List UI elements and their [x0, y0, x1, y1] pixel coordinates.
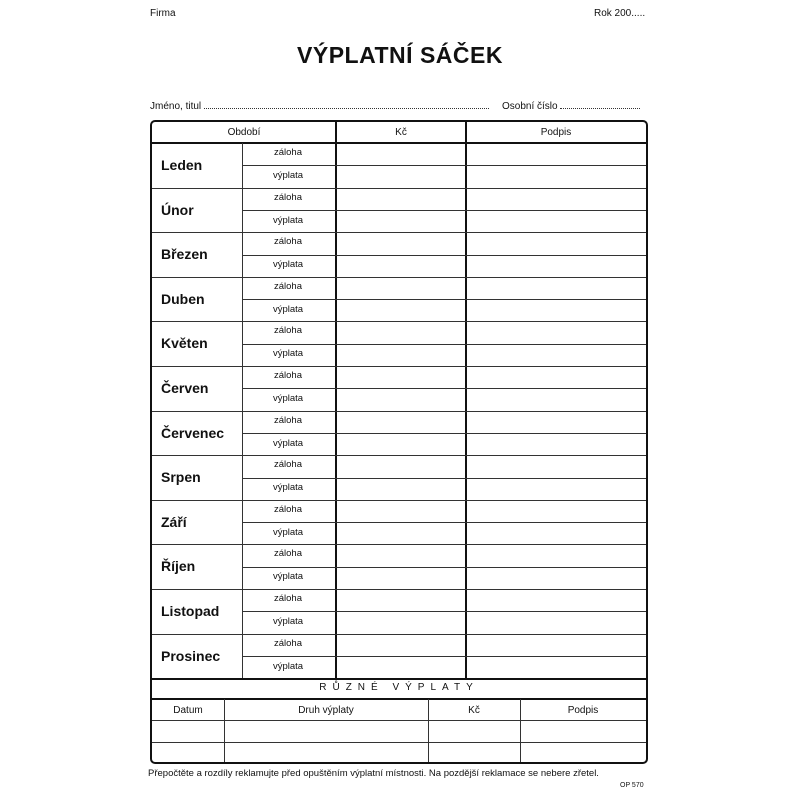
month-label: Září: [161, 513, 187, 530]
header-kc: Kč: [395, 127, 407, 138]
advance-label: záloha: [274, 503, 302, 515]
month-label: Leden: [161, 157, 203, 173]
month-divider: [152, 544, 646, 545]
header-divider: [152, 142, 646, 144]
month-divider: [152, 634, 646, 635]
ruzne-header-date: Datum: [173, 705, 203, 716]
row-mid-line: [242, 611, 646, 612]
payout-label: výplata: [272, 616, 304, 627]
vline-kc: [335, 122, 337, 678]
advance-label: záloha: [274, 414, 302, 426]
row-mid-line: [242, 165, 646, 166]
ruzne-row-line-2: [152, 742, 646, 743]
month-label: Březen: [161, 246, 208, 263]
row-mid-line: [242, 656, 646, 657]
month-divider: [152, 321, 646, 322]
row-mid-line: [242, 567, 646, 568]
row-mid-line: [242, 299, 646, 300]
month-divider: [152, 188, 646, 189]
month-label: Říjen: [161, 558, 196, 575]
personal-number-label: Osobní číslo: [502, 101, 558, 112]
month-label: Srpen: [161, 469, 201, 486]
advance-label: záloha: [274, 191, 302, 203]
month-divider: [152, 366, 646, 367]
row-mid-line: [242, 255, 646, 256]
name-field: [150, 100, 489, 112]
payout-label: výplata: [272, 303, 304, 315]
ruzne-title-divider: [152, 698, 646, 700]
header-period: Období: [227, 127, 261, 138]
name-field-dots: [204, 100, 489, 109]
payout-label: výplata: [272, 170, 304, 181]
month-divider: [152, 500, 646, 501]
footer-note: Přepočtěte a rozdíly reklamujte před opuštěním výplatní místnosti. Na pozdější reklamace se nebere zřetel.: [148, 768, 599, 779]
ruzne-header-type: Druh výplaty: [298, 705, 354, 716]
payout-label: výplata: [272, 660, 304, 672]
month-label: Listopad: [161, 603, 220, 619]
payout-label: výplata: [272, 437, 304, 449]
advance-label: záloha: [274, 548, 302, 560]
personal-number-dots: [560, 100, 640, 109]
personal-number-field: [502, 100, 640, 112]
advance-label: záloha: [274, 325, 302, 337]
payout-label: výplata: [272, 571, 304, 583]
month-label: Prosinec: [161, 647, 221, 664]
month-label: Červenec: [161, 424, 225, 441]
advance-label: záloha: [274, 147, 302, 158]
ruzne-header-kc: Kč: [468, 705, 480, 716]
ruzne-vline-1: [224, 699, 225, 764]
month-label: Únor: [161, 201, 194, 218]
ruzne-header-signature: Podpis: [567, 705, 599, 716]
payout-label: výplata: [272, 482, 304, 494]
advance-label: záloha: [274, 370, 302, 381]
header-signature: Podpis: [540, 127, 572, 138]
page-title: VÝPLATNÍ SÁČEK: [297, 42, 503, 68]
advance-label: záloha: [274, 280, 302, 292]
month-divider: [152, 589, 646, 590]
row-mid-line: [242, 433, 646, 434]
month-label: Květen: [161, 335, 208, 352]
payout-label: výplata: [272, 214, 304, 226]
ruzne-row-line-1: [152, 720, 646, 721]
row-mid-line: [242, 478, 646, 479]
row-mid-line: [242, 210, 646, 211]
advance-label: záloha: [274, 637, 302, 649]
advance-label: záloha: [274, 236, 302, 248]
payout-label: výplata: [272, 526, 304, 538]
month-divider: [152, 232, 646, 233]
name-field-label: Jméno, titul: [150, 101, 202, 112]
month-label: Červen: [161, 380, 209, 396]
month-divider: [152, 277, 646, 278]
row-mid-line: [242, 522, 646, 523]
month-divider: [152, 411, 646, 412]
vline-podpis: [465, 122, 467, 678]
payroll-table: [150, 120, 648, 764]
advance-label: záloha: [274, 593, 302, 604]
ruzne-vline-2: [428, 699, 429, 764]
row-mid-line: [242, 388, 646, 389]
payout-label: výplata: [272, 393, 304, 404]
payout-label: výplata: [272, 259, 304, 271]
advance-label: záloha: [274, 459, 302, 471]
ruzne-vline-3: [520, 699, 521, 764]
payout-label: výplata: [272, 348, 304, 360]
ruzne-top-divider: [152, 678, 646, 680]
year-label: Rok 200.....: [594, 8, 646, 19]
month-label: Duben: [161, 290, 205, 307]
row-mid-line: [242, 344, 646, 345]
ruzne-title: RŮZNÉ VÝPLATY: [319, 682, 479, 693]
month-divider: [152, 455, 646, 456]
company-label: Firma: [150, 8, 176, 19]
form-code: OP 570: [620, 782, 644, 789]
